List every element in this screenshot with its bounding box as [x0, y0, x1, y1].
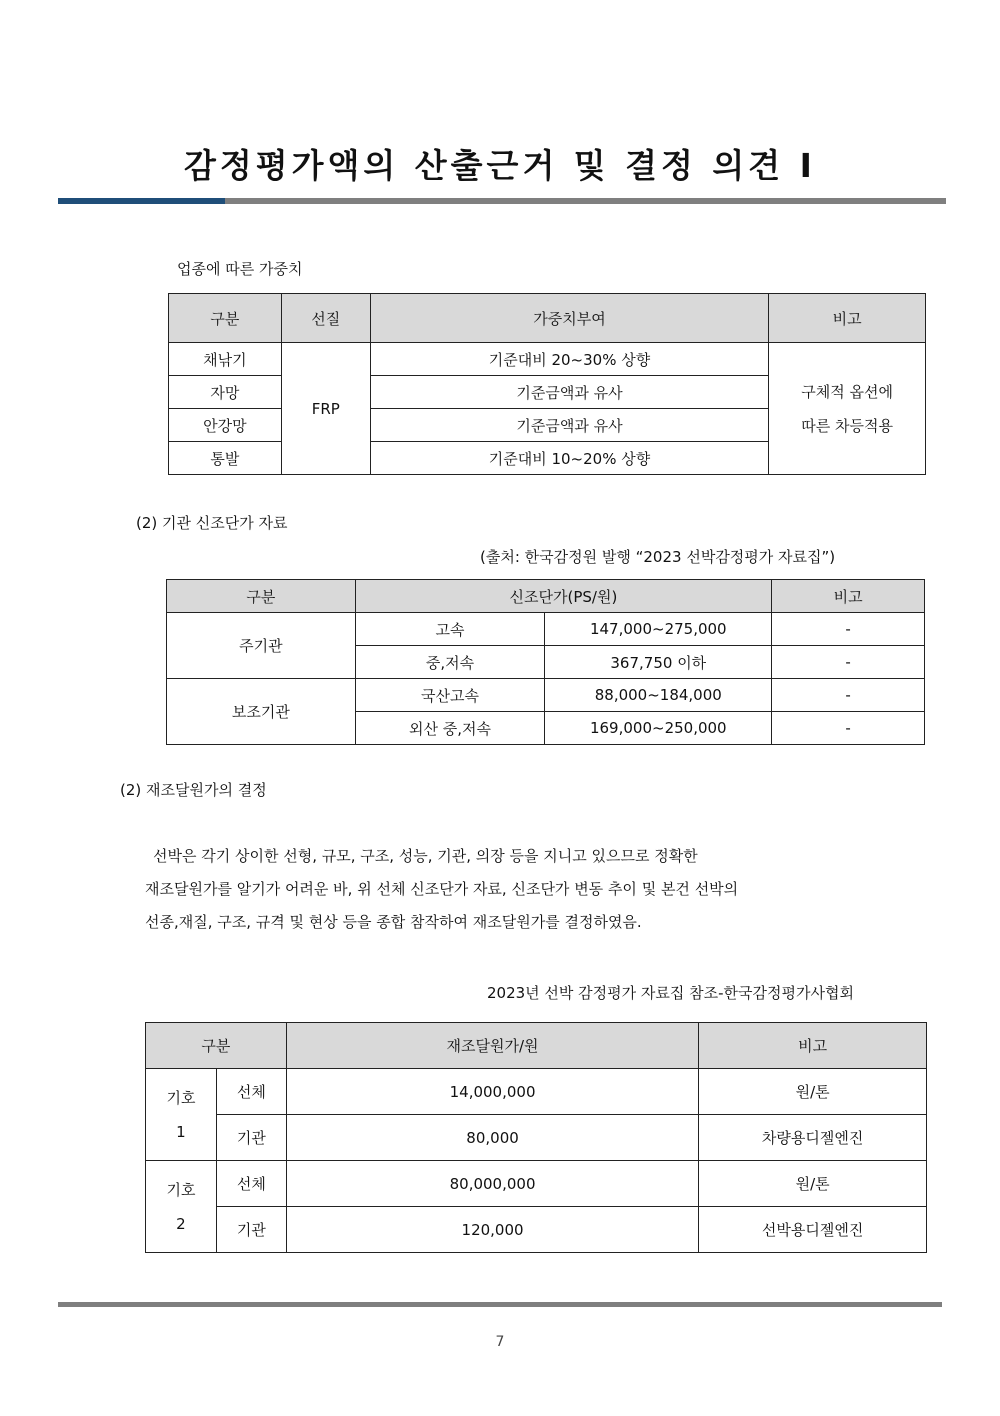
- cost-paragraph-line: 선박은 각기 상이한 선형, 규모, 구조, 성능, 기관, 의장 등을 지니고 있으므로 정확한: [153, 847, 698, 865]
- cost-note: 선박용디젤엔진: [699, 1207, 927, 1253]
- weight-table: [168, 293, 926, 475]
- cost-paragraph: [145, 840, 865, 939]
- table-row: [146, 1161, 927, 1207]
- engine-note: -: [772, 646, 925, 679]
- weight-header-material: 선질: [281, 294, 370, 343]
- weight-category: 자망: [169, 376, 282, 409]
- cost-group-label-line1: 기호: [166, 1088, 196, 1107]
- engine-note: -: [772, 679, 925, 712]
- cost-paragraph-line: 재조달원가를 알기가 어려운 바, 위 선체 신조단가 자료, 신조단가 변동 추이 및 본건 선박의: [145, 880, 739, 898]
- cost-table: [145, 1022, 927, 1253]
- page-title: 감정평가액의 산출근거 및 결정 의견 I: [184, 146, 816, 185]
- table-row: [167, 613, 925, 646]
- cost-group-label: [146, 1161, 217, 1253]
- engine-type: 국산고속: [355, 679, 545, 712]
- header-rule-accent: [58, 198, 225, 204]
- weight-material: FRP: [281, 343, 370, 475]
- table-row: [146, 1207, 927, 1253]
- cost-heading: (2) 재조달원가의 결정: [120, 781, 267, 799]
- cost-paragraph-line: 선종,재질, 구조, 규격 및 현상 등을 종합 참작하여 재조달원가를 결정하였음.: [145, 913, 642, 931]
- table-row: [167, 679, 925, 712]
- engine-type: 외산 중,저속: [355, 712, 545, 745]
- engine-header-price: 신조단가(PS/원): [355, 580, 772, 613]
- table-row: [146, 1069, 927, 1115]
- weight-category: 안강망: [169, 409, 282, 442]
- cost-header-note: 비고: [699, 1023, 927, 1069]
- engine-price: 367,750 이하: [545, 646, 772, 679]
- engine-price: 88,000~184,000: [545, 679, 772, 712]
- weight-note-line1: 구체적 옵션에: [801, 382, 893, 401]
- engine-source: (출처: 한국감정원 발행 “2023 선박감정평가 자료집”): [480, 548, 836, 566]
- weight-header-category: 구분: [169, 294, 282, 343]
- engine-group-label: 보조기관: [167, 679, 356, 745]
- cost-value: 120,000: [286, 1207, 698, 1253]
- table-row: [169, 343, 926, 376]
- page-number: 7: [495, 1334, 505, 1350]
- cost-header-cost: 재조달원가/원: [286, 1023, 698, 1069]
- weight-value: 기준대비 10~20% 상향: [370, 442, 768, 475]
- engine-group-label: 주기관: [167, 613, 356, 679]
- cost-item: 선체: [216, 1069, 286, 1115]
- cost-item: 선체: [216, 1161, 286, 1207]
- cost-value: 80,000: [286, 1115, 698, 1161]
- engine-price-table: [166, 579, 925, 745]
- engine-heading: (2) 기관 신조단가 자료: [136, 514, 288, 532]
- engine-price: 147,000~275,000: [545, 613, 772, 646]
- weight-header-weight: 가중치부여: [370, 294, 768, 343]
- weight-value: 기준금액과 유사: [370, 409, 768, 442]
- engine-header-category: 구분: [167, 580, 356, 613]
- weight-note-line2: 따른 차등적용: [801, 416, 893, 435]
- cost-item: 기관: [216, 1207, 286, 1253]
- engine-header-note: 비고: [772, 580, 925, 613]
- cost-note: 원/톤: [699, 1161, 927, 1207]
- header-rule: [58, 198, 946, 204]
- weight-caption: 업종에 따른 가중치: [177, 260, 303, 278]
- weight-category: 통발: [169, 442, 282, 475]
- cost-reference: 2023년 선박 감정평가 자료집 참조-한국감정평가사협회: [487, 984, 854, 1002]
- weight-header-note: 비고: [769, 294, 926, 343]
- weight-category: 채낚기: [169, 343, 282, 376]
- cost-note: 원/톤: [699, 1069, 927, 1115]
- weight-value: 기준대비 20~30% 상향: [370, 343, 768, 376]
- cost-group-label-line2: 1: [176, 1122, 186, 1141]
- cost-item: 기관: [216, 1115, 286, 1161]
- engine-table-header: [167, 580, 925, 613]
- cost-value: 14,000,000: [286, 1069, 698, 1115]
- engine-type: 중,저속: [355, 646, 545, 679]
- cost-header-category: 구분: [146, 1023, 287, 1069]
- weight-table-header: [169, 294, 926, 343]
- engine-note: -: [772, 613, 925, 646]
- cost-value: 80,000,000: [286, 1161, 698, 1207]
- weight-note: [769, 343, 926, 475]
- weight-value: 기준금액과 유사: [370, 376, 768, 409]
- cost-table-header: [146, 1023, 927, 1069]
- footer-rule: [58, 1302, 942, 1307]
- cost-note: 차량용디젤엔진: [699, 1115, 927, 1161]
- engine-note: -: [772, 712, 925, 745]
- cost-group-label-line2: 2: [176, 1214, 186, 1233]
- engine-price: 169,000~250,000: [545, 712, 772, 745]
- table-row: [146, 1115, 927, 1161]
- engine-type: 고속: [355, 613, 545, 646]
- cost-group-label: [146, 1069, 217, 1161]
- cost-group-label-line1: 기호: [166, 1180, 196, 1199]
